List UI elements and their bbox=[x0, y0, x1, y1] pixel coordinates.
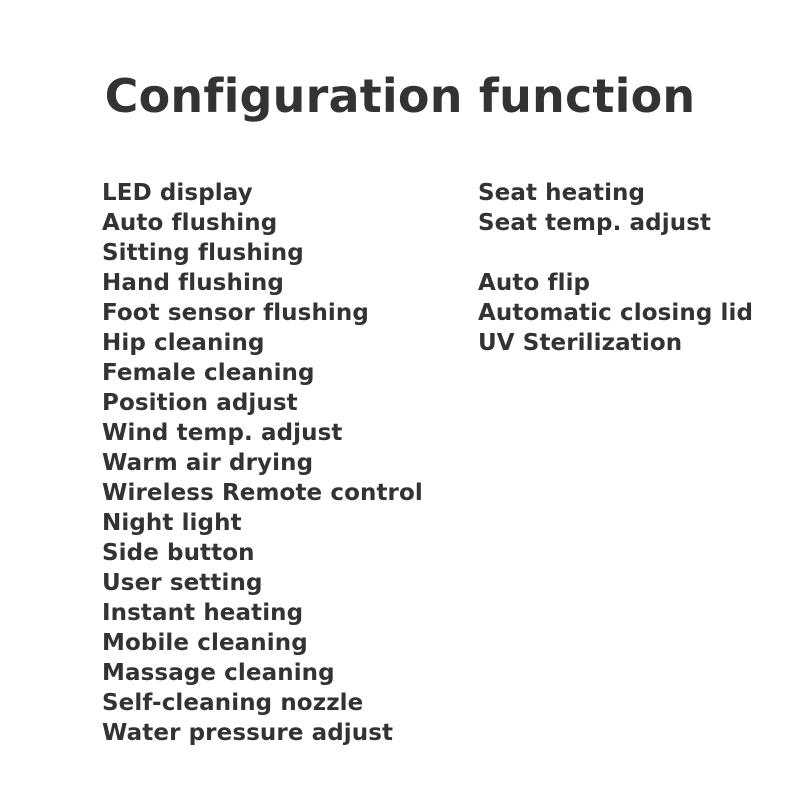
feature-item: Hip cleaning bbox=[102, 330, 265, 356]
feature-item: Sitting flushing bbox=[102, 240, 304, 266]
feature-item: Massage cleaning bbox=[102, 660, 335, 686]
feature-item: Self-cleaning nozzle bbox=[102, 690, 364, 716]
feature-item: Water pressure adjust bbox=[102, 720, 394, 746]
feature-item: Side button bbox=[102, 540, 255, 566]
feature-item: Night light bbox=[102, 510, 242, 536]
feature-list-left bbox=[102, 178, 423, 748]
feature-item: Mobile cleaning bbox=[102, 630, 308, 656]
feature-item: Female cleaning bbox=[102, 360, 315, 386]
feature-item: LED display bbox=[102, 180, 253, 206]
feature-item: Instant heating bbox=[102, 600, 304, 626]
feature-item: Foot sensor flushing bbox=[102, 300, 369, 326]
group-spacer bbox=[478, 238, 753, 268]
feature-item: Wireless Remote control bbox=[102, 480, 423, 506]
feature-item: Warm air drying bbox=[102, 450, 314, 476]
feature-item: UV Sterilization bbox=[478, 330, 683, 356]
feature-item: Auto flip bbox=[478, 270, 591, 296]
feature-list-right bbox=[478, 178, 753, 358]
feature-item: Seat heating bbox=[478, 180, 646, 206]
feature-item: Position adjust bbox=[102, 390, 298, 416]
feature-item: User setting bbox=[102, 570, 263, 596]
page-title: Configuration function bbox=[104, 69, 696, 123]
feature-item: Auto flushing bbox=[102, 210, 278, 236]
feature-item: Seat temp. adjust bbox=[478, 210, 712, 236]
feature-item: Wind temp. adjust bbox=[102, 420, 343, 446]
feature-item: Automatic closing lid bbox=[478, 300, 754, 326]
feature-item: Hand flushing bbox=[102, 270, 284, 296]
